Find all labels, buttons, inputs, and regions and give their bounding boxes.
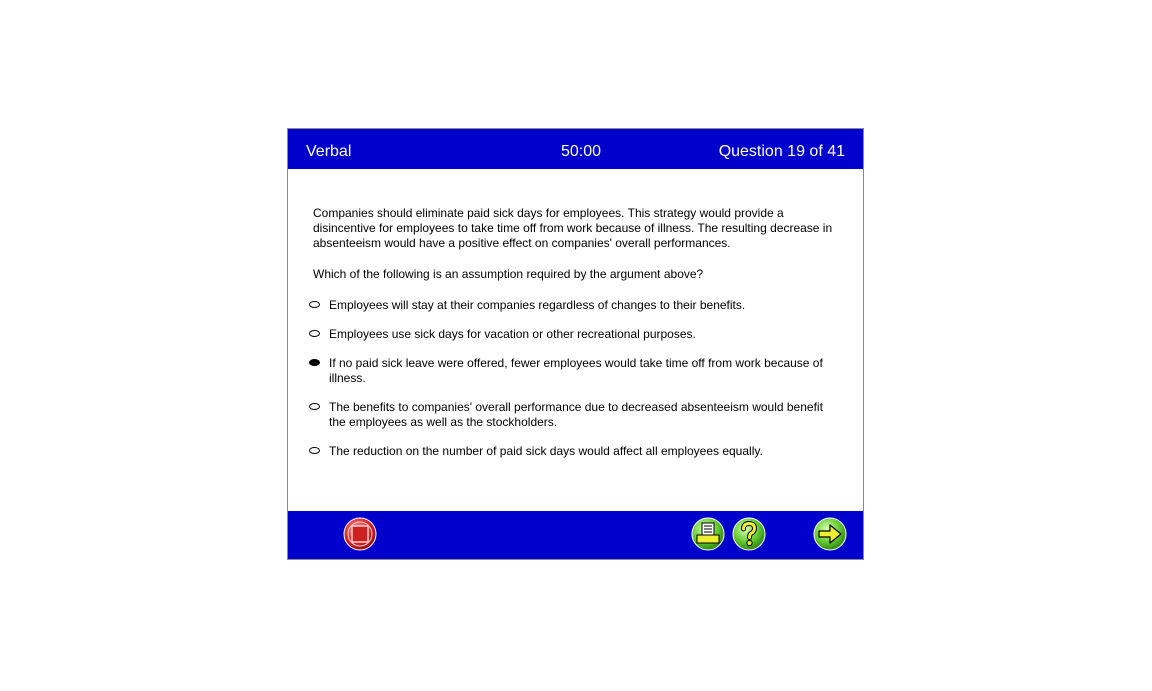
timer: 50:00 [561,143,602,160]
question-area [288,169,863,511]
question-mark-icon [732,517,766,551]
radio-button-d[interactable] [309,403,320,410]
answer-choice-text: If no paid sick leave were offered, fewer employees would take time off from work because of illness. [329,356,823,385]
printer-icon [691,517,725,551]
answer-choice-text: The reduction on the number of paid sick days would affect all employees equally. [329,444,763,458]
radio-button-c[interactable] [309,359,320,366]
quit-button[interactable] [343,517,377,551]
radio-button-b[interactable] [309,330,320,337]
test-window [287,128,864,560]
next-button[interactable] [813,517,847,551]
question-stem: Which of the following is an assumption required by the argument above? [313,267,704,281]
answer-choice-text: Employees use sick days for vacation or other recreational purposes. [329,327,696,341]
arrow-right-icon [813,517,847,551]
answer-choice-text: The benefits to companies' overall performance due to decreased absenteeism would benefit the employees as well as the stockholders. [329,400,823,429]
passage-text: Companies should eliminate paid sick days for employees. This strategy would provide a disincentive for employees to take time off from work because of illness. The resulting decrease in absenteeism would have a positive effect on companies' overall performances. [313,206,833,250]
stop-icon [343,517,377,551]
radio-button-a[interactable] [309,301,320,308]
footer-bar [288,511,863,559]
radio-button-e[interactable] [309,447,320,454]
question-counter: Question 19 of 41 [718,143,845,160]
header-bar [288,129,863,169]
section-title: Verbal [306,143,352,160]
print-button[interactable] [691,517,725,551]
answer-choice-text: Employees will stay at their companies regardless of changes to their benefits. [329,298,746,312]
help-button[interactable] [732,517,766,551]
